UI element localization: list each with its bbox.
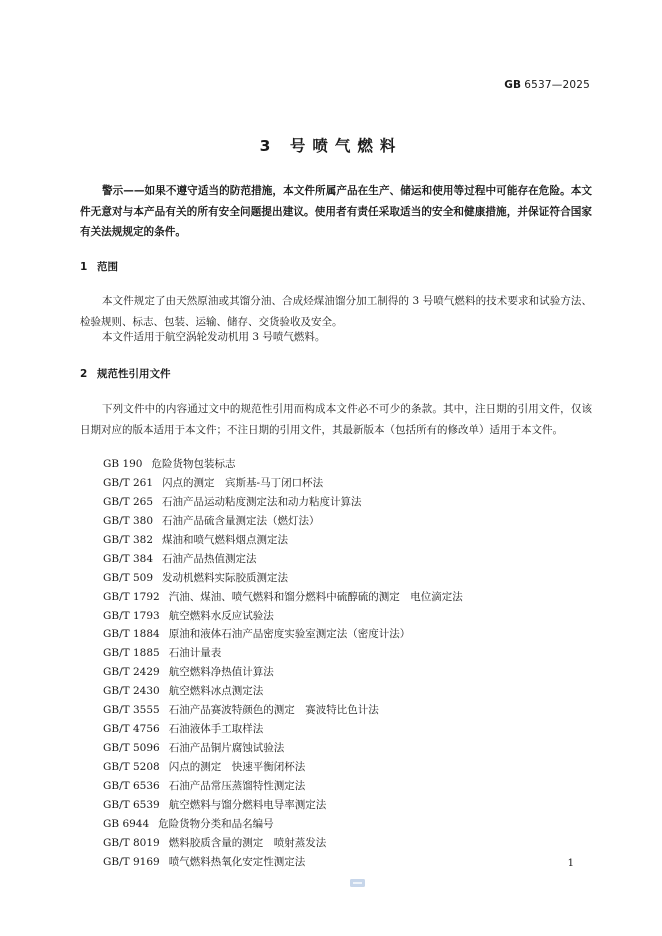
reference-title: 石油产品硫含量测定法（燃灯法） <box>162 514 320 527</box>
reference-code: GB/T 261 <box>103 476 154 489</box>
reference-code: GB/T 5208 <box>103 761 160 773</box>
reference-code: GB/T 2429 <box>103 666 160 679</box>
reference-code: GB 6944 <box>103 817 150 830</box>
reference-title: 石油产品热值测定法 <box>162 552 257 565</box>
reference-item <box>103 739 463 758</box>
section-heading-scope <box>80 259 118 274</box>
reference-list <box>103 455 463 872</box>
reference-title: 航空燃料冰点测定法 <box>168 685 264 698</box>
reference-code: GB/T 382 <box>103 533 154 546</box>
reference-title: 石油产品赛波特颜色的测定 赛波特比色计法 <box>168 704 379 717</box>
reference-item <box>103 682 463 701</box>
reference-title: 闪点的测定 宾斯基-马丁闭口杯法 <box>162 476 324 489</box>
reference-title: 石油计量表 <box>168 647 222 660</box>
reference-title: 汽油、煤油、喷气燃料和馏分燃料中硫醇硫的测定 电位滴定法 <box>168 590 463 603</box>
reference-title: 石油产品常压蒸馏特性测定法 <box>168 779 306 792</box>
reference-item <box>103 493 463 512</box>
reference-item <box>103 853 463 872</box>
reference-code: GB/T 1792 <box>103 590 160 603</box>
reference-title: 原油和液体石油产品密度实验室测定法（密度计法） <box>168 628 411 641</box>
warning-notice: 警示——如果不遵守适当的防范措施，本文件所属产品在生产、储运和使用等过程中可能存在危险。本文件无意对与本产品有关的所有安全问题提出建议。使用者有责任采取适当的安全和健康措施，并保证符合国家有关法规规定的条件。 <box>80 185 592 238</box>
references-intro-paragraph: 下列文件中的内容通过文中的规范性引用而构成本文件必不可少的条款。其中，注日期的引用文件，仅该日期对应的版本适用于本文件；不注日期的引用文件，其最新版本（包括所有的修改单）适用于本文件。 <box>80 403 592 436</box>
reference-code: GB/T 6536 <box>103 779 160 792</box>
reference-code: GB/T 509 <box>103 571 154 584</box>
publisher-logo-icon <box>350 879 365 887</box>
reference-item <box>103 834 463 853</box>
reference-code: GB/T 5096 <box>103 742 160 755</box>
section-title: 范围 <box>97 261 118 273</box>
scope-paragraph: 本文件规定了由天然原油或其馏分油、合成烃煤油馏分加工制得的 3 号喷气燃料的技术要求和试验方法、检验规则、标志、包装、运输、储存、交货验收及安全。 <box>80 295 592 328</box>
reference-code: GB/T 1793 <box>103 609 160 622</box>
reference-code: GB/T 8019 <box>103 836 160 849</box>
reference-item <box>103 588 463 607</box>
reference-code: GB/T 3555 <box>103 704 160 717</box>
section-title: 规范性引用文件 <box>97 368 171 380</box>
reference-code: GB/T 384 <box>103 552 154 565</box>
reference-title: 航空燃料与馏分燃料电导率测定法 <box>168 798 327 811</box>
reference-item <box>103 663 463 682</box>
reference-code: GB/T 6539 <box>103 798 160 811</box>
reference-title: 喷气燃料热氧化安定性测定法 <box>168 855 306 868</box>
section-heading-normative-references <box>80 366 171 381</box>
reference-item <box>103 720 463 739</box>
reference-item <box>103 455 463 474</box>
reference-item <box>103 777 463 796</box>
document-title: 3 号喷气燃料 <box>259 137 403 155</box>
reference-title: 煤油和喷气燃料烟点测定法 <box>162 533 289 546</box>
standard-number: 6537—2025 <box>524 79 590 91</box>
reference-item <box>103 644 463 663</box>
reference-item <box>103 701 463 720</box>
section-number: 2 <box>80 368 88 380</box>
page-number: 1 <box>567 858 574 869</box>
reference-code: GB/T 4756 <box>103 723 160 736</box>
reference-code: GB/T 2430 <box>103 685 160 698</box>
scope-applicability-paragraph: 本文件适用于航空涡轮发动机用 3 号喷气燃料。 <box>102 331 326 343</box>
reference-title: 航空燃料水反应试验法 <box>168 609 274 622</box>
section-number: 1 <box>80 261 88 273</box>
reference-item <box>103 625 463 644</box>
reference-item <box>103 796 463 815</box>
reference-code: GB 190 <box>103 458 143 470</box>
reference-title: 燃料胶质含量的测定 喷射蒸发法 <box>168 836 327 849</box>
reference-item <box>103 474 463 493</box>
reference-code: GB/T 380 <box>103 514 154 527</box>
reference-item <box>103 607 463 626</box>
reference-title: 石油产品铜片腐蚀试验法 <box>168 742 285 755</box>
reference-item <box>103 569 463 588</box>
reference-code: GB/T 1885 <box>103 647 160 660</box>
reference-title: 危险货物分类和品名编号 <box>158 817 274 830</box>
reference-title: 石油液体手工取样法 <box>168 723 264 736</box>
reference-title: 闪点的测定 快速平衡闭杯法 <box>168 761 306 773</box>
reference-item <box>103 550 463 569</box>
reference-item <box>103 531 463 550</box>
reference-title: 石油产品运动粘度测定法和动力粘度计算法 <box>162 495 362 508</box>
reference-code: GB/T 265 <box>103 495 154 508</box>
reference-code: GB/T 9169 <box>103 855 160 868</box>
reference-item <box>103 815 463 834</box>
reference-code: GB/T 1884 <box>103 628 160 641</box>
reference-item <box>103 512 463 531</box>
reference-title: 危险货物包装标志 <box>151 458 236 470</box>
standard-code <box>504 79 590 91</box>
reference-item <box>103 758 463 777</box>
reference-title: 发动机燃料实际胶质测定法 <box>162 571 289 584</box>
reference-title: 航空燃料净热值计算法 <box>168 666 274 679</box>
standard-prefix: GB <box>504 79 522 91</box>
